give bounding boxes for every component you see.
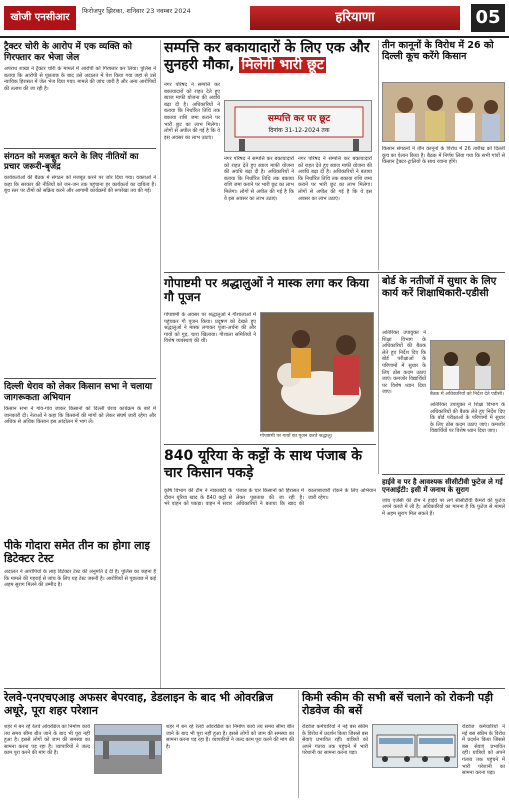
headline-sampatti bbox=[164, 40, 374, 73]
divider bbox=[164, 444, 376, 445]
article-godara bbox=[4, 540, 156, 689]
article-highway bbox=[382, 478, 505, 676]
banner-photo bbox=[224, 100, 372, 152]
body-tractor: अपराध शाखा ने ट्रैक्टर चोरी के मामले में आरोपी को गिरफ्तार कर लिया। पुलिस ने बताया कि आरोपी से पूछताछ के बाद उसे अदालत में पेश किया गया जहां से उसे न्यायिक हिरासत में जेल भेज दिया गया। मामले की जांच जारी है और अन्य आरोपियों की तलाश की जा रही है। bbox=[4, 66, 156, 92]
body-godara: अदालत ने आरोपियों के लाइ डिटेक्टर टेस्ट की अनुमति दे दी है। पुलिस का कहना है कि मामले की गहराई से जांच के लिए यह टेस्ट जरूरी है। आरोपियों से पूछताछ में कई अहम सुराग मिलने की उम्मीद है। bbox=[4, 568, 156, 589]
divider bbox=[382, 474, 505, 475]
section-title: हरियाणा bbox=[250, 6, 460, 30]
article-sangathan bbox=[4, 152, 156, 355]
headline-highway: हाईवे व पर है आवश्यक सीसीटीवी फुटेज ले गई एनआईटी: इसी में जनाथ के सुराग bbox=[382, 478, 503, 495]
headline-scheme: किमी स्कीम की सभी बसें चलाने को रोकनी पड़ी रोडवेज की बसें bbox=[302, 691, 493, 717]
headline-godara: पीके गोदारा समेत तीन का होगा लाइ डिटेक्टर टेस्ट bbox=[4, 539, 150, 565]
body-railway-col2: शहर में बन रहे रेलवे ओवरब्रिज का निर्माण कार्य तय समय सीमा बीत जाने के बाद भी पूरा नहीं हुआ है। इससे लोगों को जाम की समस्या का सामना करना पड़ रहा है। व्यापारियों ने जल्द काम पूरा करने की मांग की है। bbox=[166, 724, 294, 750]
column-divider bbox=[160, 40, 161, 688]
caption-board: बैठक में अधिकारियों को निर्देश देते एडीसी। bbox=[430, 392, 504, 397]
article-gopashtami bbox=[164, 276, 374, 304]
body-board-col1: अतिरिक्त उपायुक्त ने शिक्षा विभाग के अधिकारियों की बैठक लेते हुए निर्देश दिए कि बोर्ड परीक्षाओं के परिणामों में सुधार के लिए ठोस कदम उठाए जाएं। कमजोर विद्यार्थियों पर विशेष ध्यान दिया जाए। bbox=[382, 330, 426, 396]
gopashtami-image bbox=[261, 313, 374, 432]
dateline: फिरोजपुर झिरका, शनिवार 23 नवम्बर 2024 bbox=[82, 7, 191, 15]
headline-teen-kanoon: तीन कानूनों के विरोध में 26 को दिल्ली कूच करेंगे किसान bbox=[382, 40, 494, 63]
headline-sampatti-text: सम्पत्ति कर बकायादारों के लिए एक और सुनहरी मौका, मिलेगी भारी छूट bbox=[164, 40, 370, 73]
page-header bbox=[0, 0, 509, 38]
column-divider bbox=[378, 40, 379, 270]
headline-board: बोर्ड के नतीजों में सुधार के लिए कार्य करें शिक्षाधिकारी-एडीसी bbox=[382, 276, 497, 299]
article-yuria bbox=[164, 448, 376, 481]
body-sampatti-col3: नगर परिषद ने सम्पत्ति कर बकायादारों को राहत देते हुए ब्याज माफी योजना की अवधि बढ़ा दी है। अधिकारियों ने बताया कि निर्धारित तिथि तक बकाया राशि जमा कराने पर भारी छूट का लाभ मिलेगा। लोगों से अपील की गई है कि वे इस अवसर का लाभ उठाएं। bbox=[298, 156, 372, 202]
railway-photo bbox=[94, 724, 162, 774]
body-scheme-col1: रोडवेज कर्मचारियों ने नई बस स्कीम के विरोध में प्रदर्शन किया जिससे बस सेवाएं प्रभावित रहीं। यात्रियों को अपने गंतव्य तक पहुंचने में भारी परेशानी का सामना करना पड़ा। bbox=[302, 724, 368, 757]
body-sampatti-col1: नगर परिषद ने सम्पत्ति कर बकायादारों को राहत देते हुए ब्याज माफी योजना की अवधि बढ़ा दी है। अधिकारियों ने बताया कि निर्धारित तिथि तक बकाया राशि जमा कराने पर भारी छूट का लाभ मिलेगा। लोगों से अपील की गई है कि वे इस अवसर का लाभ उठाएं। bbox=[164, 82, 220, 141]
farmers-image bbox=[383, 83, 505, 142]
article-kisan bbox=[4, 382, 156, 554]
railway-image bbox=[95, 725, 162, 774]
headline-tractor: ट्रैक्टर चोरी के आरोप में एक व्यक्ति को गिरफ्तार कर भेजा जेल bbox=[4, 42, 132, 63]
body-sampatti-col2: नगर परिषद ने सम्पत्ति कर बकायादारों को राहत देते हुए ब्याज माफी योजना की अवधि बढ़ा दी है। अधिकारियों ने बताया कि निर्धारित तिथि तक बकाया राशि जमा कराने पर भारी छूट का लाभ मिलेगा। लोगों से अपील की गई है कि वे इस अवसर का लाभ उठाएं। bbox=[224, 156, 294, 202]
bus-photo bbox=[372, 724, 458, 768]
article-sampatti bbox=[164, 40, 374, 73]
body-teen-kanoon: किसान संगठनों ने तीन कानूनों के विरोध में 26 तारीख को दिल्ली कूच का ऐलान किया है। बैठक में निर्णय लिया गया कि सभी गांवों से किसान ट्रैक्टर-ट्रालियों के साथ रवाना होंगे। bbox=[382, 146, 505, 166]
page-number: 05 bbox=[471, 4, 505, 32]
banner-image bbox=[225, 101, 372, 152]
body-gopashtami: गोपाष्टमी के अवसर पर श्रद्धालुओं ने गौशालाओं में पहुंचकर गौ पूजन किया। प्रदूषण को देखते हुए श्रद्धालुओं ने मास्क लगाकर पूजा-अर्चना की और गायों को गुड़, चारा खिलाया। गौशाला समितियों ने विशेष व्यवस्थाएं की थीं। bbox=[164, 312, 256, 345]
body-kisan: किसान सभा ने गांव-गांव जाकर किसानों को दिल्ली घेराव कार्यक्रम के बारे में जानकारी दी। नेताओं ने कहा कि किसानों की मांगों को लेकर संघर्ष जारी रहेगा और अधिक से अधिक किसान इस आंदोलन में भाग लें। bbox=[4, 406, 156, 426]
headline-sampatti-highlight: मिलेगी भारी छूट bbox=[241, 56, 324, 73]
banner-text-line1: सम्पत्ति कर पर छूट bbox=[267, 114, 331, 124]
body-sangathan: कार्यकर्ताओं की बैठक में संगठन को मजबूत करने पर जोर दिया गया। वक्ताओं ने कहा कि सरकार की नीतियों को जन-जन तक पहुंचाना हर कार्यकर्ता का दायित्व है। बूथ स्तर पर टीमों को सक्रिय करने और आगामी कार्यक्रमों की रूपरेखा तय की गई। bbox=[4, 175, 156, 195]
bus-image bbox=[373, 725, 458, 768]
body-board-col2: अतिरिक्त उपायुक्त ने शिक्षा विभाग के अधिकारियों की बैठक लेते हुए निर्देश दिए कि बोर्ड परीक्षाओं के परिणामों में सुधार के लिए ठोस कदम उठाए जाएं। कमजोर विद्यार्थियों पर विशेष ध्यान दिया जाए। bbox=[430, 402, 505, 435]
headline-sangathan: संगठन को मजबूत करने के लिए नीतियों का प्रचार जरूरी-बृजेंद्र bbox=[4, 152, 139, 173]
masthead-logo: खोजी एनसीआर bbox=[4, 6, 76, 30]
divider bbox=[4, 688, 505, 689]
divider bbox=[164, 272, 505, 273]
article-board bbox=[382, 276, 505, 300]
column-divider bbox=[298, 690, 299, 798]
body-yuria: कृषि विभाग की टीम ने नाकाबंदी के दौरान यूरिया खाद के 840 कट्टों से भरे वाहन को पकड़ा। वाहन में सवार पंजाब के चार किसानों को हिरासत में लेकर पूछताछ की जा रही है। अधिकारियों ने बताया कि खाद की कालाबाजारी रोकने के लिए अभियान जारी रहेगा। bbox=[164, 488, 376, 508]
article-scheme bbox=[302, 692, 505, 718]
column-divider bbox=[378, 274, 379, 474]
divider bbox=[4, 148, 156, 149]
body-scheme-col2: रोडवेज कर्मचारियों ने नई बस स्कीम के विरोध में प्रदर्शन किया जिससे बस सेवाएं प्रभावित रहीं। यात्रियों को अपने गंतव्य तक पहुंचने में भारी परेशानी का सामना करना पड़ा। bbox=[462, 724, 505, 777]
article-teen-kanoon bbox=[382, 40, 505, 62]
divider bbox=[4, 378, 156, 379]
gopashtami-photo bbox=[260, 312, 374, 432]
board-image bbox=[431, 341, 505, 390]
body-railway-col1: शहर में बन रहे रेलवे ओवरब्रिज का निर्माण कार्य तय समय सीमा बीत जाने के बाद भी पूरा नहीं हुआ है। इससे लोगों को जाम की समस्या का सामना करना पड़ रहा है। व्यापारियों ने जल्द काम पूरा करने की मांग की है। bbox=[4, 724, 90, 757]
banner-text-line2: दिनांक 31-12-2024 तक bbox=[268, 127, 330, 134]
farmers-photo bbox=[382, 82, 505, 142]
headline-kisan: दिल्ली धेराव को लेकर किसान सभा ने चलाया जागरूकता अभियान bbox=[4, 382, 153, 403]
article-railway bbox=[4, 692, 294, 718]
headline-railway: रेलवे-एनएचएआइ अफसर बेपरवाह, डेडलाइन के बाद भी ओवरब्रिज अधूरे, पूरा शहर परेशान bbox=[4, 691, 274, 717]
board-photo bbox=[430, 340, 505, 390]
article-tractor bbox=[4, 42, 156, 126]
headline-yuria: 840 यूरिया के कट्टों के साथ पंजाब के चार किसान पकड़े bbox=[164, 448, 363, 481]
body-highway: जांच एजेंसी की टीम ने हाईवे पर लगे सीसीटीवी कैमरों की फुटेज अपने कब्जे में ली है। अधिकारियों का मानना है कि फुटेज से मामले में अहम सुराग मिल सकते हैं। bbox=[382, 497, 505, 517]
caption-gopashtami: गोपाष्टमी पर गायों का पूजन करते श्रद्धालु। bbox=[260, 434, 333, 439]
headline-gopashtami: गोपाष्टमी पर श्रद्धालुओं ने मास्क लगा कर किया गौ पूजन bbox=[164, 276, 369, 305]
